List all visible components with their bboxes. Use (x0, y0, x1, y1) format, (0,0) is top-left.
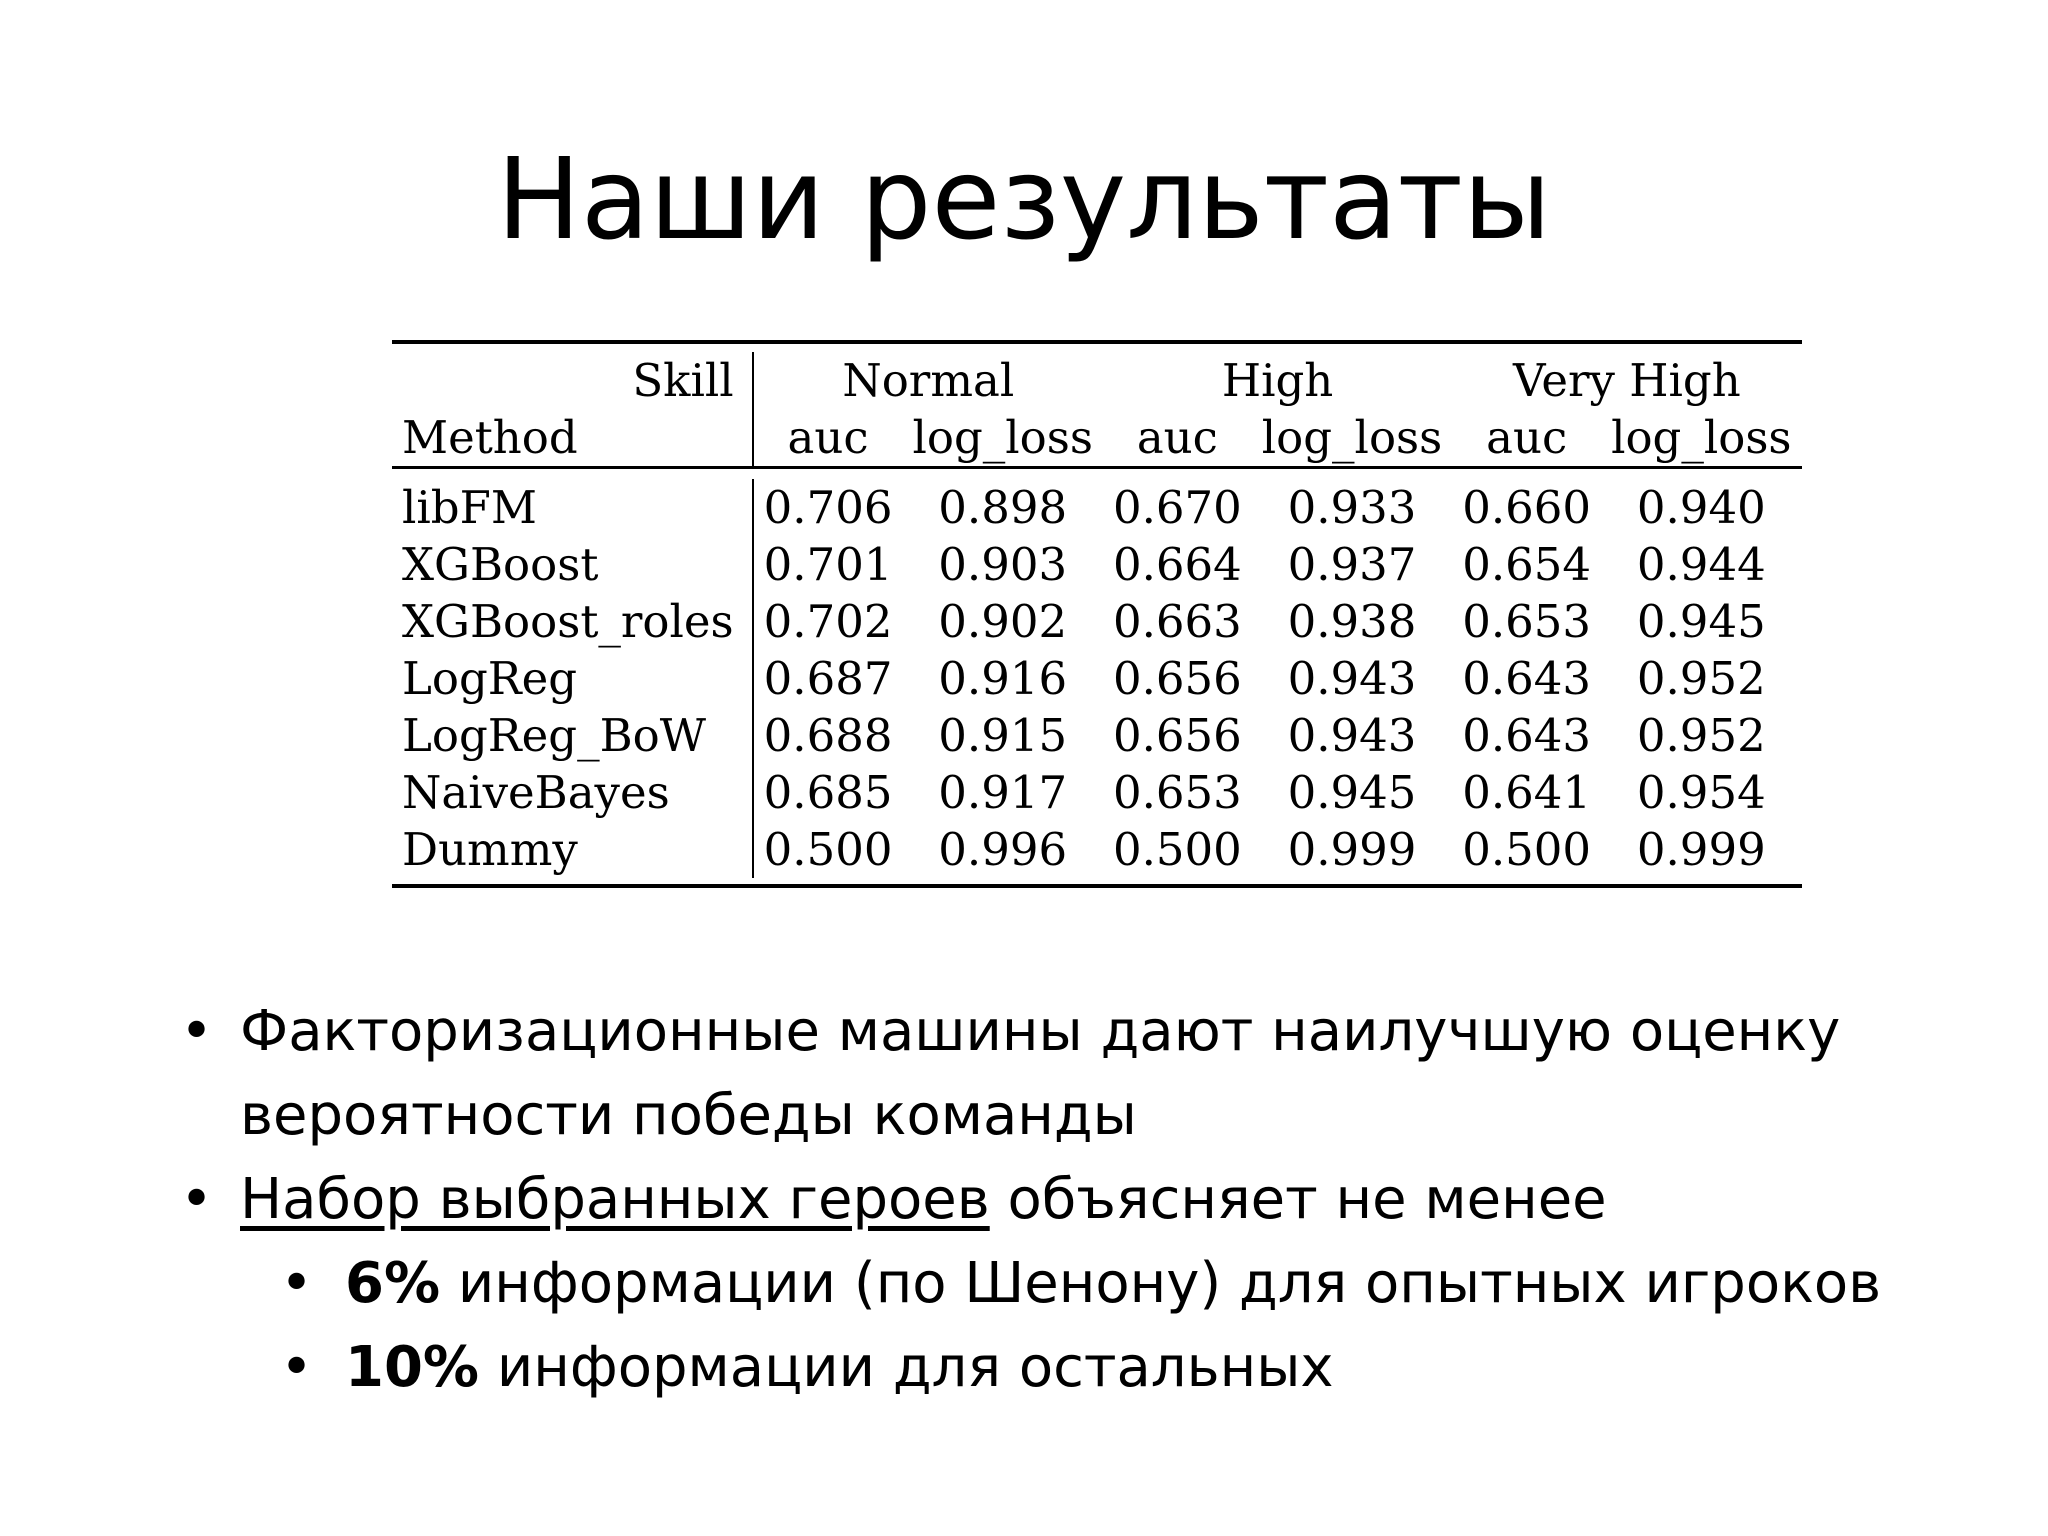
bullet-bold-text: 10% (345, 1335, 480, 1400)
value-cell: 0.643 (1462, 709, 1592, 762)
value-cell: 0.500 (1462, 823, 1592, 876)
value-cell: 0.915 (938, 709, 1068, 762)
value-cell: 0.664 (1112, 538, 1242, 591)
table-row (392, 650, 1802, 707)
method-cell: libFM (392, 479, 753, 536)
metric-header: log_loss (1611, 411, 1792, 464)
bullet-text: информации для остальных (479, 1335, 1334, 1400)
value-cell: 0.706 (763, 481, 893, 534)
value-cell: 0.916 (938, 652, 1068, 705)
value-cell: 0.654 (1462, 538, 1592, 591)
metric-header: auc (1486, 411, 1568, 464)
bullet-item (170, 1158, 1970, 1242)
table-top-rule (392, 342, 1802, 352)
metric-header: auc (1136, 411, 1218, 464)
value-cell: 0.917 (938, 766, 1068, 819)
value-cell: 0.996 (938, 823, 1068, 876)
table-header-groups (392, 352, 1802, 409)
bullet-text: информации (по Шенону) для опытных игроков (440, 1251, 1882, 1316)
method-cell: Dummy (392, 821, 753, 878)
value-cell: 0.656 (1112, 709, 1242, 762)
bullet-text: объясняет не менее (989, 1167, 1607, 1232)
table-row (392, 821, 1802, 878)
method-cell: XGBoost_roles (392, 593, 753, 650)
value-cell: 0.660 (1462, 481, 1592, 534)
results-table (392, 340, 1802, 888)
value-cell: 0.656 (1112, 652, 1242, 705)
slide-title: Наши результаты (496, 135, 1552, 265)
table-row (392, 764, 1802, 821)
method-cell: XGBoost (392, 536, 753, 593)
bullet-marker: • (280, 1251, 314, 1316)
bullet-list (170, 990, 1970, 1410)
value-cell: 0.653 (1112, 766, 1242, 819)
bullet-underlined-text: Набор выбранных героев (240, 1167, 990, 1232)
method-cell: LogReg (392, 650, 753, 707)
value-cell: 0.641 (1462, 766, 1592, 819)
value-cell: 0.999 (1636, 823, 1766, 876)
bullet-bold-text: 6% (345, 1251, 441, 1316)
table-mid-rule (392, 468, 1802, 480)
bullet-text: Факторизационные машины дают наилучшую оценку (240, 999, 1841, 1064)
value-cell: 0.500 (1112, 823, 1242, 876)
table-row (392, 707, 1802, 764)
value-cell: 0.903 (938, 538, 1068, 591)
method-cell: LogReg_BoW (392, 707, 753, 764)
value-cell: 0.945 (1636, 595, 1766, 648)
value-cell: 0.937 (1287, 538, 1417, 591)
value-cell: 0.702 (763, 595, 893, 648)
value-cell: 0.999 (1287, 823, 1417, 876)
group-header-high: High (1221, 354, 1334, 407)
skill-header: Skill (392, 352, 753, 409)
value-cell: 0.688 (763, 709, 893, 762)
table-row (392, 593, 1802, 650)
table-row (392, 536, 1802, 593)
bullet-item (170, 990, 1970, 1158)
value-cell: 0.944 (1636, 538, 1766, 591)
value-cell: 0.943 (1287, 709, 1417, 762)
value-cell: 0.643 (1462, 652, 1592, 705)
value-cell: 0.902 (938, 595, 1068, 648)
bullet-marker: • (180, 999, 214, 1064)
value-cell: 0.663 (1112, 595, 1242, 648)
value-cell: 0.898 (938, 481, 1068, 534)
table-bottom-rule (392, 878, 1802, 886)
group-header-very-high: Very High (1513, 354, 1741, 407)
metric-header: log_loss (912, 411, 1093, 464)
sub-bullet-item (170, 1326, 1970, 1410)
value-cell: 0.933 (1287, 481, 1417, 534)
value-cell: 0.943 (1287, 652, 1417, 705)
table-row (392, 479, 1802, 536)
value-cell: 0.945 (1287, 766, 1417, 819)
value-cell: 0.952 (1636, 709, 1766, 762)
metric-header: auc (787, 411, 869, 464)
bullet-marker: • (180, 1167, 214, 1232)
value-cell: 0.954 (1636, 766, 1766, 819)
value-cell: 0.952 (1636, 652, 1766, 705)
value-cell: 0.701 (763, 538, 893, 591)
value-cell: 0.687 (763, 652, 893, 705)
value-cell: 0.685 (763, 766, 893, 819)
bullet-marker: • (280, 1335, 314, 1400)
bullet-text: вероятности победы команды (240, 1083, 1137, 1148)
method-header: Method (392, 409, 753, 468)
value-cell: 0.670 (1112, 481, 1242, 534)
value-cell: 0.940 (1636, 481, 1766, 534)
metric-header: log_loss (1261, 411, 1443, 464)
method-cell: NaiveBayes (392, 764, 753, 821)
value-cell: 0.653 (1462, 595, 1592, 648)
table-header-metrics (392, 409, 1802, 468)
sub-bullet-item (170, 1242, 1970, 1326)
group-header-normal: Normal (842, 354, 1015, 407)
value-cell: 0.938 (1287, 595, 1417, 648)
value-cell: 0.500 (763, 823, 893, 876)
